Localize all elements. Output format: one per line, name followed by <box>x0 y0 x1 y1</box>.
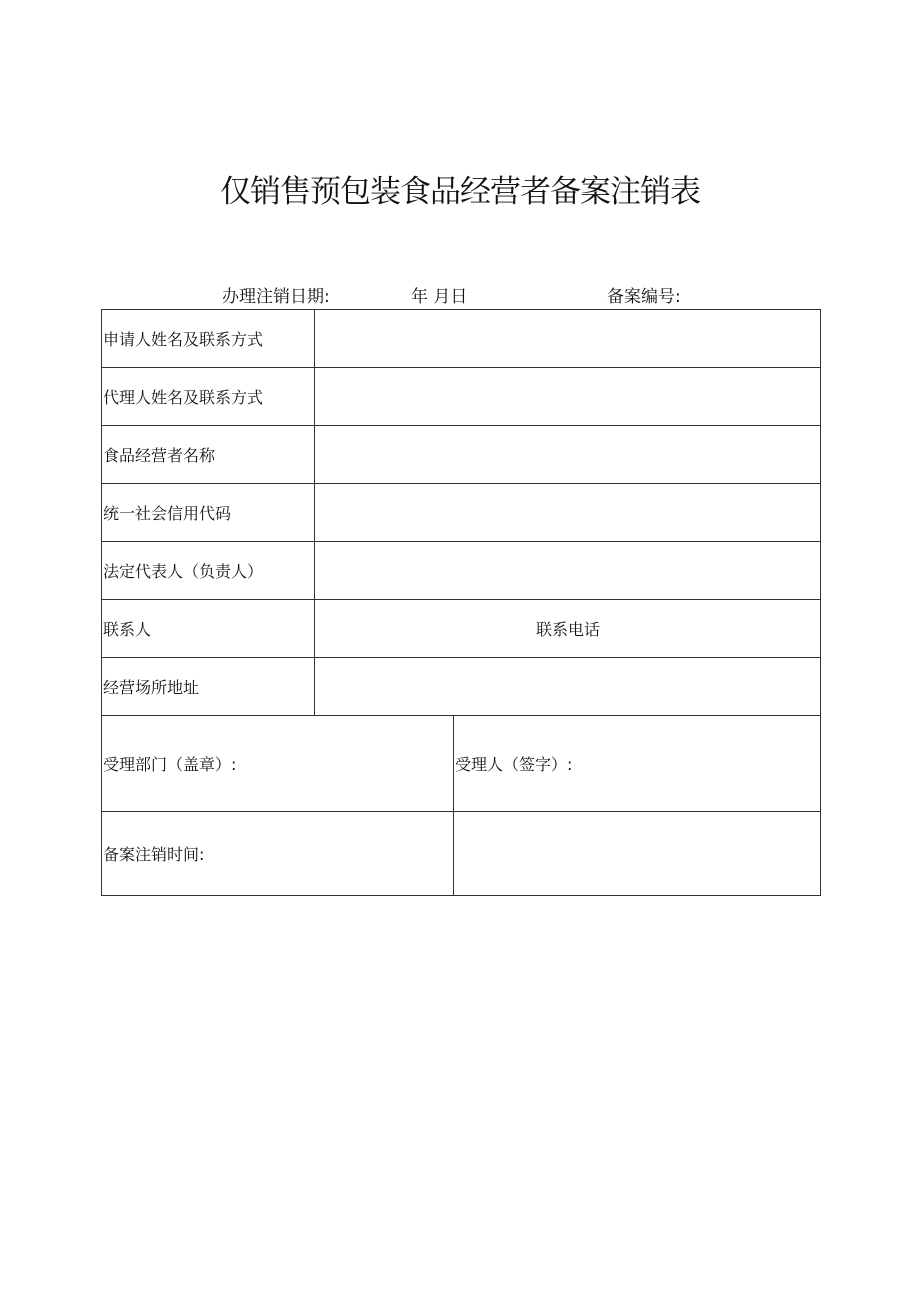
agent-label: 代理人姓名及联系方式 <box>102 368 315 426</box>
legal-rep-label: 法定代表人（负责人） <box>102 542 315 600</box>
handler-signature-label[interactable]: 受理人（签字）: <box>454 716 821 812</box>
credit-code-row <box>102 484 821 542</box>
credit-code-label: 统一社会信用代码 <box>102 484 315 542</box>
contact-phone-label[interactable]: 联系电话 <box>315 600 821 658</box>
legal-rep-field[interactable] <box>315 542 821 600</box>
record-number-label: 备案编号: <box>607 287 681 307</box>
business-name-label: 食品经营者名称 <box>102 426 315 484</box>
contact-row <box>102 600 821 658</box>
acceptance-row <box>102 716 821 812</box>
dept-seal-label[interactable]: 受理部门（盖章）: <box>102 716 454 812</box>
agent-row <box>102 368 821 426</box>
business-name-field[interactable] <box>315 426 821 484</box>
cancellation-form-table <box>101 309 821 896</box>
applicant-field[interactable] <box>315 310 821 368</box>
cancel-time-row <box>102 812 821 896</box>
credit-code-field[interactable] <box>315 484 821 542</box>
contact-label: 联系人 <box>102 600 315 658</box>
form-title: 仅销售预包装食品经营者备案注销表 <box>220 174 700 210</box>
cancel-date-label: 办理注销日期: <box>222 287 330 307</box>
business-name-row <box>102 426 821 484</box>
legal-rep-row <box>102 542 821 600</box>
agent-field[interactable] <box>315 368 821 426</box>
cancel-time-field[interactable] <box>454 812 821 896</box>
applicant-row <box>102 310 821 368</box>
applicant-label: 申请人姓名及联系方式 <box>102 310 315 368</box>
cancel-date-value: 年 月日 <box>411 287 468 307</box>
address-label: 经营场所地址 <box>102 658 315 716</box>
address-row <box>102 658 821 716</box>
cancel-time-label[interactable]: 备案注销时间: <box>102 812 454 896</box>
address-field[interactable] <box>315 658 821 716</box>
